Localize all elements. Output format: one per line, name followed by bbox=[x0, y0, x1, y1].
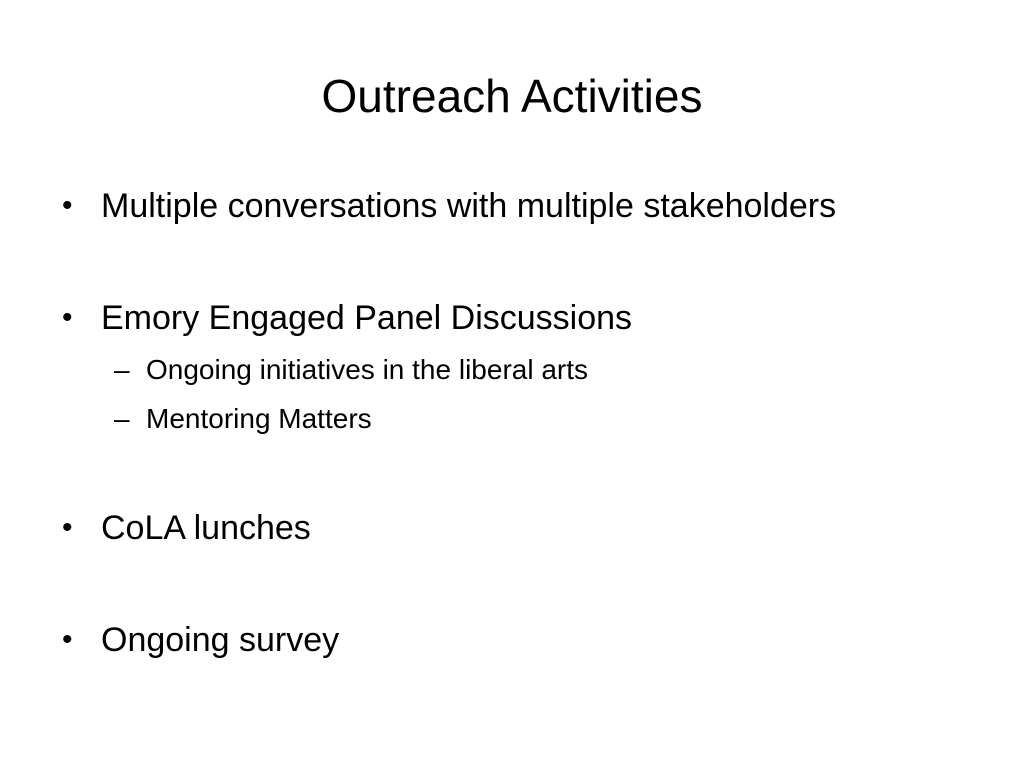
bullet-text: CoLA lunches bbox=[101, 509, 311, 547]
bullet-dot-icon: • bbox=[62, 189, 73, 222]
sub-bullet-text: Ongoing initiatives in the liberal arts bbox=[146, 354, 589, 385]
bullet-item bbox=[0, 508, 1024, 548]
bullet-item bbox=[0, 298, 1024, 338]
dash-icon: – bbox=[114, 354, 130, 385]
bullet-dot-icon: • bbox=[62, 623, 73, 656]
bullet-dot-icon: • bbox=[62, 511, 73, 544]
sub-bullet-item bbox=[0, 353, 1024, 387]
sub-bullet-text: Mentoring Matters bbox=[146, 403, 372, 434]
bullet-text: Multiple conversations with multiple stakeholders bbox=[101, 187, 837, 225]
bullet-text: Emory Engaged Panel Discussions bbox=[101, 299, 633, 337]
bullet-item bbox=[0, 186, 1024, 226]
dash-icon: – bbox=[114, 403, 130, 434]
sub-bullet-item bbox=[0, 402, 1024, 436]
bullet-text: Ongoing survey bbox=[101, 621, 340, 659]
bullet-item bbox=[0, 620, 1024, 660]
slide-title: Outreach Activities bbox=[321, 70, 703, 122]
bullet-dot-icon: • bbox=[62, 301, 73, 334]
